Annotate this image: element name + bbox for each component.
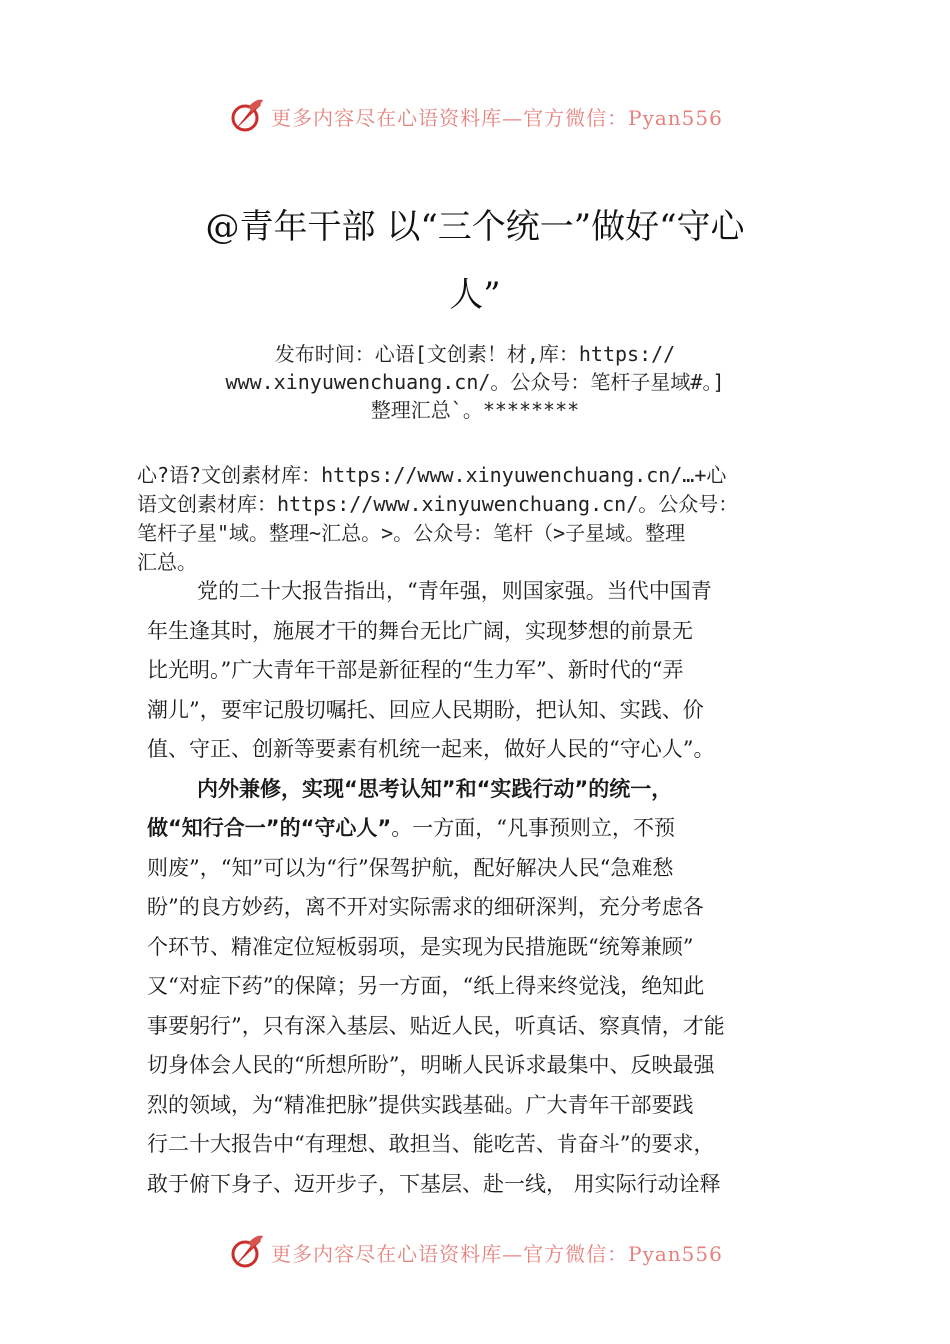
footer-banner: [0, 1230, 950, 1274]
header-banner: [0, 94, 950, 138]
body-line: 行二十大报告中“有理想、敢担当、能吃苦、肯奋斗”的要求，: [147, 1132, 715, 1156]
banner-text: 更多内容尽在心语资料库—官方微信：Pyan556: [271, 105, 723, 130]
source-line: 心?语?文创素材库：https://www.xinyuwenchuang.cn/…+心: [137, 463, 727, 487]
article-body: [147, 572, 827, 1204]
body-line: 盼”的良方妙药，离不开对实际需求的细研深判，充分考虑各: [147, 895, 704, 919]
source-line: 语文创素材库：https://www.xinyuwenchuang.cn/。公众号：: [137, 492, 739, 516]
body-line: 个环节、精准定位短板弱项，是实现为民措施既“统筹兼顾”: [147, 934, 694, 959]
document-title-line-2: 人”: [449, 275, 501, 315]
body-line: 比光明。”广大青年干部是新征程的“生力军”、新时代的“弄: [147, 658, 684, 682]
body-line: 敢于俯下身子、迈开步子，下基层、赴一线， 用实际行动诠释: [147, 1171, 721, 1196]
source-line: 笔杆子星"域。整理~汇总。>。公众号：笔杆（>子星域。整理: [137, 521, 686, 545]
source-line: 汇总。: [137, 550, 197, 574]
bold-heading: 做“知行合一”的“守心人”: [147, 816, 392, 840]
body-line: 潮儿”，要牢记殷切嘱托、回应人民期盼，把认知、实践、价: [147, 697, 704, 722]
meta-line: 整理汇总`。********: [370, 398, 580, 422]
body-line: [147, 809, 827, 849]
document-title-line-1: @青年干部 以“三个统一”做好“守心: [205, 207, 745, 247]
publish-meta: [0, 340, 950, 424]
source-notice: [137, 461, 837, 577]
body-line: 又“对症下药”的保障；另一方面，“纸上得来终觉浅，绝知此: [147, 974, 705, 998]
body-line: [147, 770, 827, 810]
meta-line: 发布时间：心语[文创素！材,库：https://: [274, 342, 676, 366]
paragraph-1: [147, 572, 827, 770]
quill-logo-icon: [227, 96, 267, 136]
quill-logo-icon: [227, 1232, 267, 1272]
bold-heading: 内外兼修，实现“思考认知”和“实践行动”的统一，: [197, 776, 673, 801]
body-line: 切身体会人民的“所想所盼”，明晰人民诉求最集中、反映最强: [147, 1053, 715, 1077]
body-line: 年生逢其时，施展才干的舞台无比广阔，实现梦想的前景无: [147, 618, 693, 643]
meta-line: www.xinyuwenchuang.cn/。公众号：笔杆子星域#。]: [225, 370, 725, 394]
body-line: 事要躬行”，只有深入基层、贴近人民，听真话、察真情，才能: [147, 1013, 725, 1038]
body-line: 值、守正、创新等要素有机统一起来，做好人民的“守心人”。: [147, 737, 715, 761]
body-text: 。一方面，“凡事预则立，不预: [391, 816, 675, 840]
banner-text: 更多内容尽在心语资料库—官方微信：Pyan556: [271, 1241, 723, 1266]
body-line: 党的二十大报告指出，“青年强，则国家强。当代中国青: [197, 579, 712, 603]
body-line: 则废”，“知”可以为“行”保驾护航，配好解决人民“急难愁: [147, 855, 674, 880]
paragraph-2: [147, 770, 827, 1205]
body-line: 烈的领域，为“精准把脉”提供实践基础。广大青年干部要践: [147, 1092, 694, 1117]
